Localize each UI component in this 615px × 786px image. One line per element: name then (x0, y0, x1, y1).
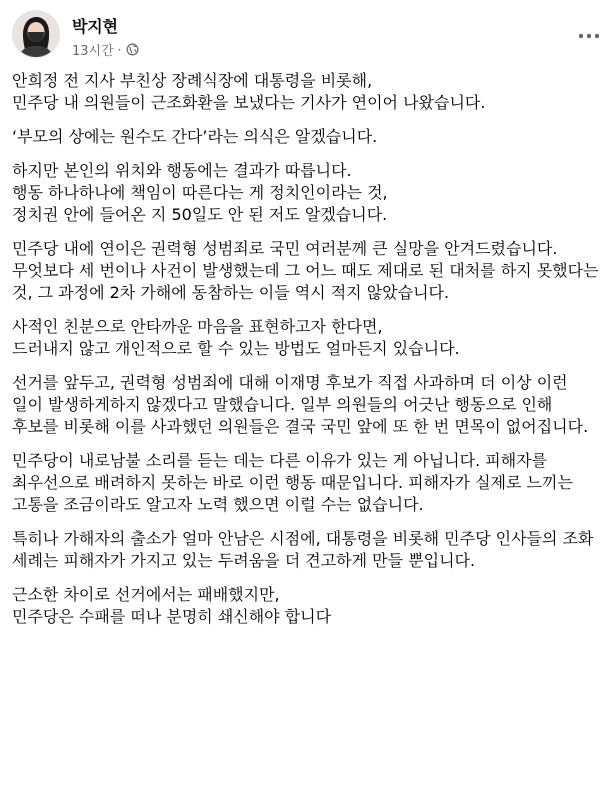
post-timestamp[interactable]: 13시간 (72, 44, 114, 59)
post-paragraph: 하지만 본인의 위치와 행동에는 결과가 따릅니다. 행동 하나하나에 책임이 따른다는 게 정치인이라는 것, 정치권 안에 들어온 지 50일도 안 된 저도 알겠습니다. (12, 161, 388, 224)
author-avatar[interactable] (12, 10, 60, 58)
post-paragraph: ‘부모의 상에는 원수도 간다’라는 의식은 알겠습니다. (12, 127, 378, 146)
post-meta (72, 40, 139, 59)
post-header (12, 10, 605, 66)
post-paragraph: 근소한 차이로 선거에서는 패배했지만, 민주당은 수패를 떠나 분명히 쇄신해야 합니다 (12, 585, 332, 626)
post-paragraph: 특히나 가해자의 출소가 얼마 안남은 시점에, 대통령을 비롯해 민주당 인사들의 조화 세례는 피해자가 가지고 있는 두려움을 더 견고하게 만들 뿐입니다. (12, 529, 594, 570)
author-name[interactable]: 박지현 (72, 17, 118, 36)
avatar-image (13, 11, 59, 57)
post-paragraph: 민주당 내에 연이은 권력형 성범죄로 국민 여러분께 큰 실망을 안겨드렸습니다. 무엇보다 세 번이나 사건이 발생했는데 그 어느 때도 제대로 된 대처를 하지 못했다는 것, 그 과정에 2차 가해에 동참하는 이들 역시 적지 않았습니다. (12, 239, 599, 302)
post-body (12, 70, 602, 640)
meta-separator: · (117, 42, 122, 57)
ellipsis-icon[interactable] (573, 24, 605, 48)
post-paragraph: 안희정 전 지사 부친상 장례식장에 대통령을 비롯해, 민주당 내 의원들이 근조화환을 보냈다는 기사가 연이어 나왔습니다. (12, 71, 486, 112)
post-paragraph: 민주당이 내로남불 소리를 듣는 데는 다른 이유가 있는 게 아닙니다. 피해자를 최우선으로 배려하지 못하는 바로 이런 행동 때문입니다. 피해자가 실제로 느끼는 고통을 조금이라도 알고자 노력 했으면 이럴 수는 없습니다. (12, 451, 573, 514)
post-paragraph: 사적인 친분으로 안타까운 마음을 표현하고자 한다면, 드러내지 않고 개인적으로 할 수 있는 방법도 얼마든지 있습니다. (12, 317, 460, 358)
post-paragraph: 선거를 앞두고, 권력형 성범죄에 대해 이재명 후보가 직접 사과하며 더 이상 이런 일이 발생하게하지 않겠다고 말했습니다. 일부 의원들의 어긋난 행동으로 인해 후보를 비롯해 이를 사과했던 의원들은 결국 국민 앞에 또 한 번 면목이 없어집니다. (12, 373, 589, 436)
globe-icon (126, 43, 139, 56)
